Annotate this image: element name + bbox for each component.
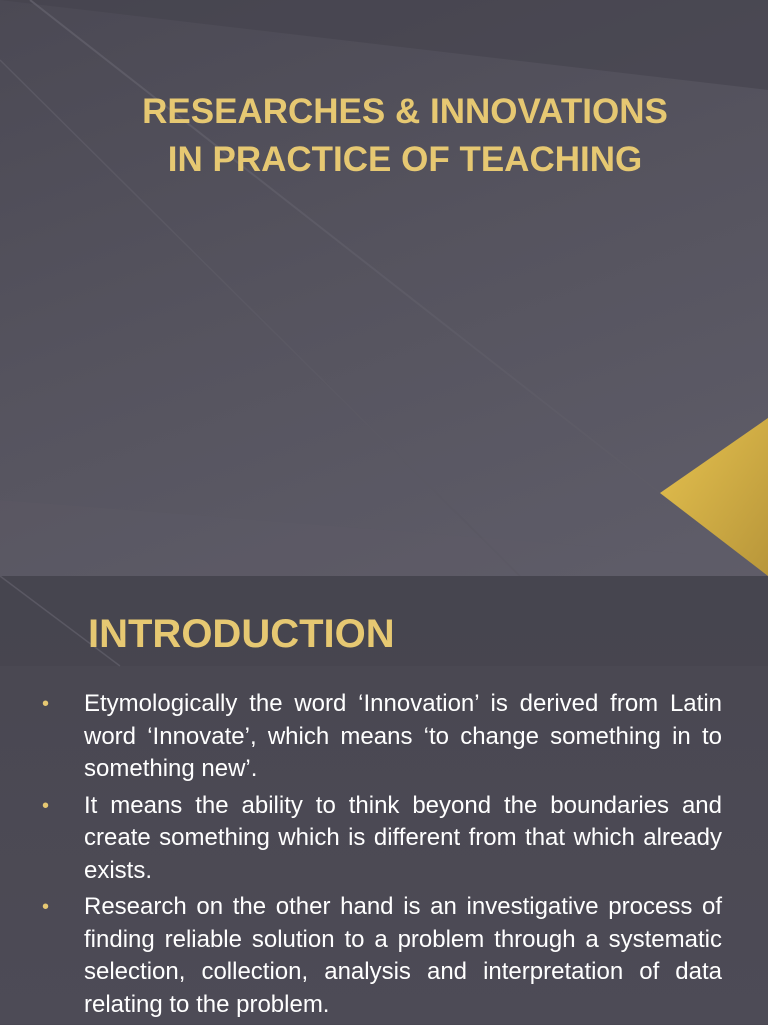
list-item (40, 891, 722, 1021)
bullet-list (40, 688, 722, 1025)
bullet-icon: • (42, 896, 50, 918)
slide-title: INTRODUCTION (88, 612, 395, 656)
gold-triangle-accent (660, 418, 768, 576)
bullet-icon: • (42, 693, 50, 715)
title-line-1: RESEARCHES & INNOVATIONS (142, 92, 668, 131)
list-item (40, 790, 722, 888)
presentation-title (60, 88, 750, 184)
bullet-text: Etymologically the word ‘Innovation’ is derived from Latin word ‘Innovate’, which means ‘to change something in to something new’. (84, 690, 722, 782)
bullet-icon: • (42, 794, 50, 817)
bullet-text: It means the ability to think beyond the boundaries and create something which is different from that which already exists. (84, 791, 722, 884)
list-item (40, 688, 722, 786)
bullet-text: Research on the other hand is an investigative process of finding reliable solution to a problem through a systematic selection, collection, analysis and interpretation of data relating to the problem. (84, 893, 722, 1018)
title-line-2: IN PRACTICE OF TEACHING (167, 140, 643, 179)
